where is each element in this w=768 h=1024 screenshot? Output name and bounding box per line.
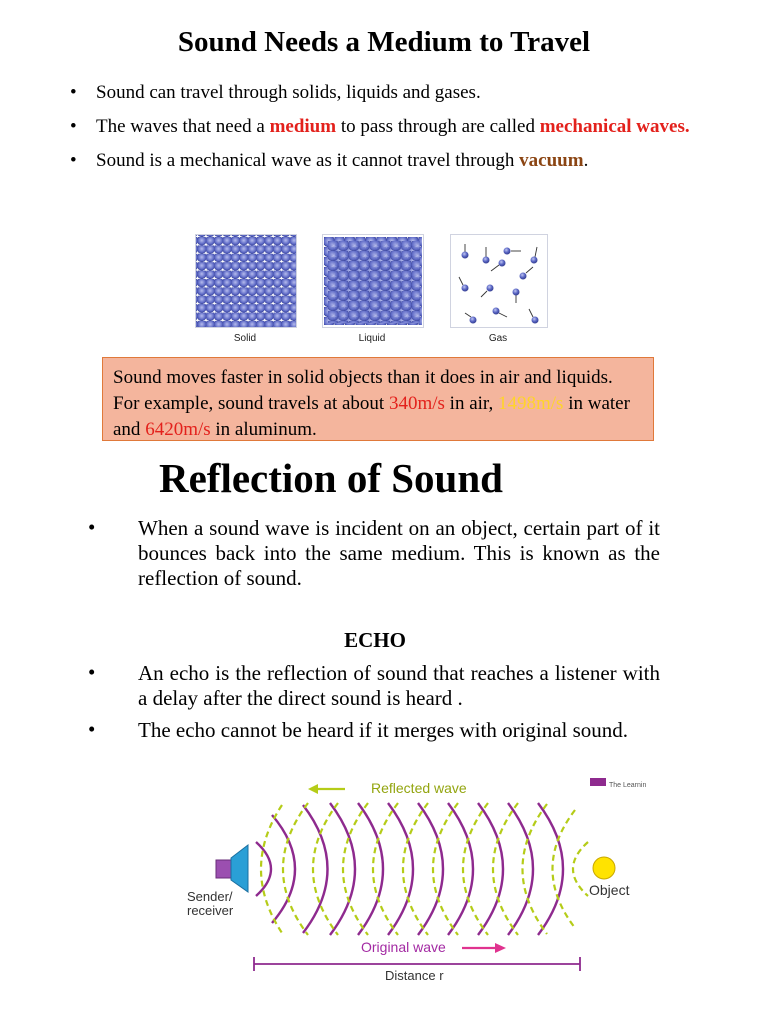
page-title: Sound Needs a Medium to Travel xyxy=(177,26,591,58)
sender-label-line1: Sender/ xyxy=(187,889,233,904)
bullet-dot: • xyxy=(88,515,96,539)
reflected-wave-label: Reflected wave xyxy=(371,780,467,796)
bullet-states-of-matter: • Sound can travel through solids, liquids and gases. xyxy=(70,80,750,105)
speed-in-water: 1498m/s xyxy=(497,393,564,414)
original-wavefront xyxy=(508,803,533,935)
reflected-wavefront xyxy=(433,803,458,935)
reflected-wave-arrow xyxy=(308,784,345,794)
reflected-wavefront xyxy=(313,803,338,935)
sound-speed-info-box: Sound moves faster in solid objects than it does in air and liquids. For example, sound travels at about 340m/s in air, 1498m/s in water and 6420m/s in aluminum. xyxy=(102,357,654,441)
echo-diagram xyxy=(0,770,768,985)
caption-gas: Gas xyxy=(488,333,508,344)
echo-merge-note: The echo cannot be heard if it merges with original sound. xyxy=(138,718,629,742)
bullet-vacuum: • Sound is a mechanical wave as it cannot travel through vacuum. xyxy=(70,148,750,173)
logo-icon xyxy=(590,778,606,786)
sender-label-line2: receiver xyxy=(187,903,234,918)
reflected-wavefront xyxy=(523,804,548,934)
object-label: Object xyxy=(589,882,630,898)
original-wavefront xyxy=(358,803,383,935)
states-of-matter-figure xyxy=(195,234,550,346)
reflected-wavefront xyxy=(573,842,588,896)
reflected-wavefront xyxy=(403,803,428,935)
reflected-wavefront xyxy=(463,803,488,935)
original-wavefront xyxy=(478,803,503,935)
bullet-dot: • xyxy=(88,660,96,684)
gas-particles-panel xyxy=(450,234,548,328)
original-wavefront xyxy=(256,842,271,896)
speed-in-aluminum: 6420m/s xyxy=(145,419,211,440)
reflection-definition: When a sound wave is incident on an object, certain part of it bounces back into the same medium. This is known as the reflection of sound. xyxy=(138,516,660,590)
term-vacuum: vacuum xyxy=(519,150,584,171)
original-wavefronts xyxy=(256,803,563,935)
caption-liquid: Liquid xyxy=(358,333,386,344)
speaker-icon xyxy=(216,845,248,892)
reflected-wavefront xyxy=(373,803,398,935)
term-medium: medium xyxy=(269,116,337,137)
bullet-mechanical-waves: • The waves that need a medium to pass through are called mechanical waves. xyxy=(70,114,750,139)
reflected-wavefront xyxy=(493,803,518,935)
object-ball xyxy=(593,857,615,879)
echo-definition: An echo is the reflection of sound that reaches a listener with a delay after the direct sound is heard . xyxy=(138,661,660,710)
original-wavefront xyxy=(418,803,443,935)
original-wavefront xyxy=(388,803,413,935)
distance-label: Distance r xyxy=(385,968,444,983)
liquid-particles-panel xyxy=(322,234,424,328)
original-wavefront xyxy=(448,803,473,935)
bullet-dot: • xyxy=(88,717,96,741)
reflected-wavefronts xyxy=(261,803,588,935)
original-wave-label: Original wave xyxy=(361,939,446,955)
medium-bullet-list xyxy=(70,80,750,182)
original-wavefront xyxy=(538,803,563,935)
caption-solid: Solid xyxy=(233,333,257,344)
echo-heading: ECHO xyxy=(344,628,406,652)
logo-text: The Learnin xyxy=(609,782,647,789)
original-wave-arrow xyxy=(462,943,506,953)
term-mechanical-waves: mechanical waves. xyxy=(539,116,690,137)
speed-in-air: 340m/s xyxy=(388,393,445,414)
solid-particles-panel xyxy=(195,234,297,328)
reflection-title: Reflection of Sound xyxy=(159,455,503,501)
